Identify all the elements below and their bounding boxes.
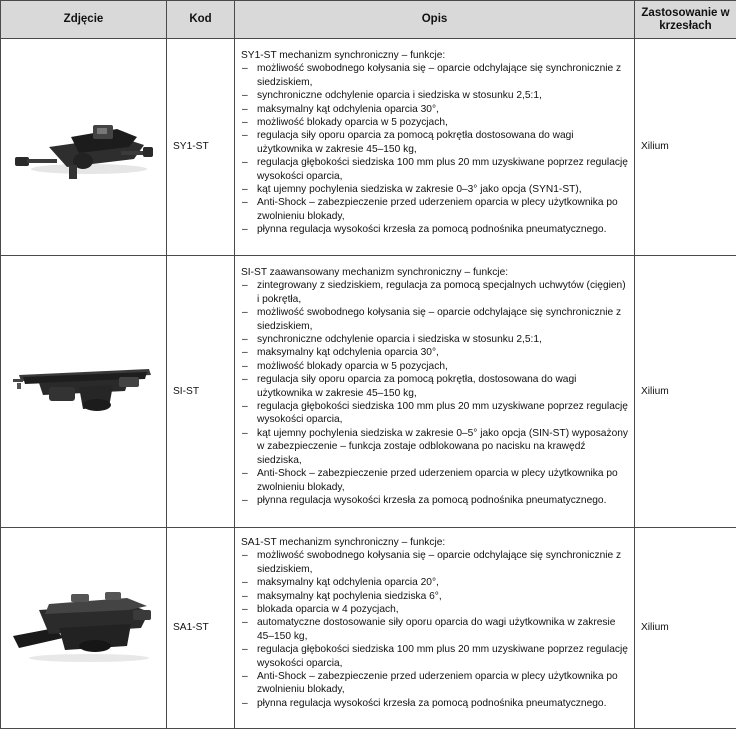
list-item: – synchroniczne odchylenie oparcia i siedziska w stosunku 2,5:1,: [241, 89, 630, 102]
description-intro: SI-ST zaawansowany mechanizm synchroniczny – funkcje:: [241, 266, 630, 279]
list-item: – maksymalny kąt odchylenia oparcia 30°,: [241, 346, 630, 359]
list-item: – Anti-Shock – zabezpieczenie przed uderzeniem oparcia w plecy użytkownika po zwolnieniu blokady,: [241, 467, 630, 494]
header-usage: Zastosowanie w krzesłach: [635, 1, 736, 39]
sy1-st-mechanism-photo: [9, 107, 159, 187]
list-item: – regulacja siły oporu oparcia za pomocą pokrętła dostosowana do wagi użytkownika w zakresie 45–150 kg,: [241, 129, 630, 156]
description-cell: [235, 256, 635, 528]
list-item: – możliwość swobodnego kołysania się – oparcie odchylające się synchronicznie z siedziskiem,: [241, 549, 630, 576]
list-item: – regulacja głębokości siedziska 100 mm plus 20 mm uzyskiwane poprzez regulację wysokości oparcia,: [241, 400, 630, 427]
usage-cell: Xilium: [635, 39, 736, 256]
header-description: Opis: [235, 1, 635, 39]
list-item: – blokada oparcia w 4 pozycjach,: [241, 603, 630, 616]
list-item: – zintegrowany z siedziskiem, regulacja za pomocą specjalnych uchwytów (cięgien) i pokrętła,: [241, 279, 630, 306]
list-item: – kąt ujemny pochylenia siedziska w zakresie 0–5° jako opcja (SIN-ST) wyposażony w zabezpieczenie – funkcja zostaje odblokowana po nacisku na krawędź siedziska,: [241, 427, 630, 467]
list-item: – możliwość blokady oparcia w 5 pozycjach,: [241, 116, 630, 129]
code-cell: SY1-ST: [167, 39, 235, 256]
photo-cell: [1, 39, 167, 256]
code-cell: SI-ST: [167, 256, 235, 528]
list-item: – regulacja siły oporu oparcia za pomocą pokrętła, dostosowana do wagi użytkownika w zakresie 45–150 kg,: [241, 373, 630, 400]
list-item: – synchroniczne odchylenie oparcia i siedziska w stosunku 2,5:1,: [241, 333, 630, 346]
list-item: – Anti-Shock – zabezpieczenie przed uderzeniem oparcia w plecy użytkownika po zwolnieniu blokady,: [241, 670, 630, 697]
code-cell: SA1-ST: [167, 528, 235, 729]
list-item: – maksymalny kąt odchylenia oparcia 30°,: [241, 103, 630, 116]
description-intro: SA1-ST mechanizm synchroniczny – funkcje:: [241, 536, 630, 549]
list-item: – maksymalny kąt odchylenia oparcia 20°,: [241, 576, 630, 589]
usage-cell: Xilium: [635, 528, 736, 729]
si-st-mechanism-photo: [9, 357, 159, 427]
list-item: – możliwość swobodnego kołysania się – oparcie odchylające się synchronicznie z siedziskiem,: [241, 306, 630, 333]
table-row: [1, 528, 736, 729]
table-row: [1, 39, 736, 256]
list-item: – regulacja głębokości siedziska 100 mm plus 20 mm uzyskiwane poprzez regulację wysokości oparcia,: [241, 156, 630, 183]
list-item: – możliwość swobodnego kołysania się – oparcie odchylające się synchronicznie z siedziskiem,: [241, 62, 630, 89]
header-code: Kod: [167, 1, 235, 39]
description-cell: [235, 39, 635, 256]
feature-list: [241, 549, 630, 710]
list-item: – regulacja głębokości siedziska 100 mm plus 20 mm uzyskiwane poprzez regulację wysokości oparcia,: [241, 643, 630, 670]
usage-cell: Xilium: [635, 256, 736, 528]
photo-cell: [1, 256, 167, 528]
table-header-row: [1, 1, 736, 39]
description-cell: [235, 528, 635, 729]
list-item: – kąt ujemny pochylenia siedziska w zakresie 0–3° jako opcja (SYN1-ST),: [241, 183, 630, 196]
list-item: – możliwość blokady oparcia w 5 pozycjach,: [241, 360, 630, 373]
feature-list: [241, 279, 630, 507]
header-photo: Zdjęcie: [1, 1, 167, 39]
list-item: – maksymalny kąt pochylenia siedziska 6°,: [241, 590, 630, 603]
list-item: – Anti-Shock – zabezpieczenie przed uderzeniem oparcia w plecy użytkownika po zwolnieniu blokady,: [241, 196, 630, 223]
description-intro: SY1-ST mechanizm synchroniczny – funkcje:: [241, 49, 630, 62]
table-row: [1, 256, 736, 528]
feature-list: [241, 62, 630, 236]
photo-cell: [1, 528, 167, 729]
list-item: – płynna regulacja wysokości krzesła za pomocą podnośnika pneumatycznego.: [241, 494, 630, 507]
list-item: – płynna regulacja wysokości krzesła za pomocą podnośnika pneumatycznego.: [241, 697, 630, 710]
list-item: – automatyczne dostosowanie siły oporu oparcia do wagi użytkownika w zakresie 45–150 kg,: [241, 616, 630, 643]
sa1-st-mechanism-photo: [9, 588, 159, 668]
list-item: – płynna regulacja wysokości krzesła za pomocą podnośnika pneumatycznego.: [241, 223, 630, 236]
